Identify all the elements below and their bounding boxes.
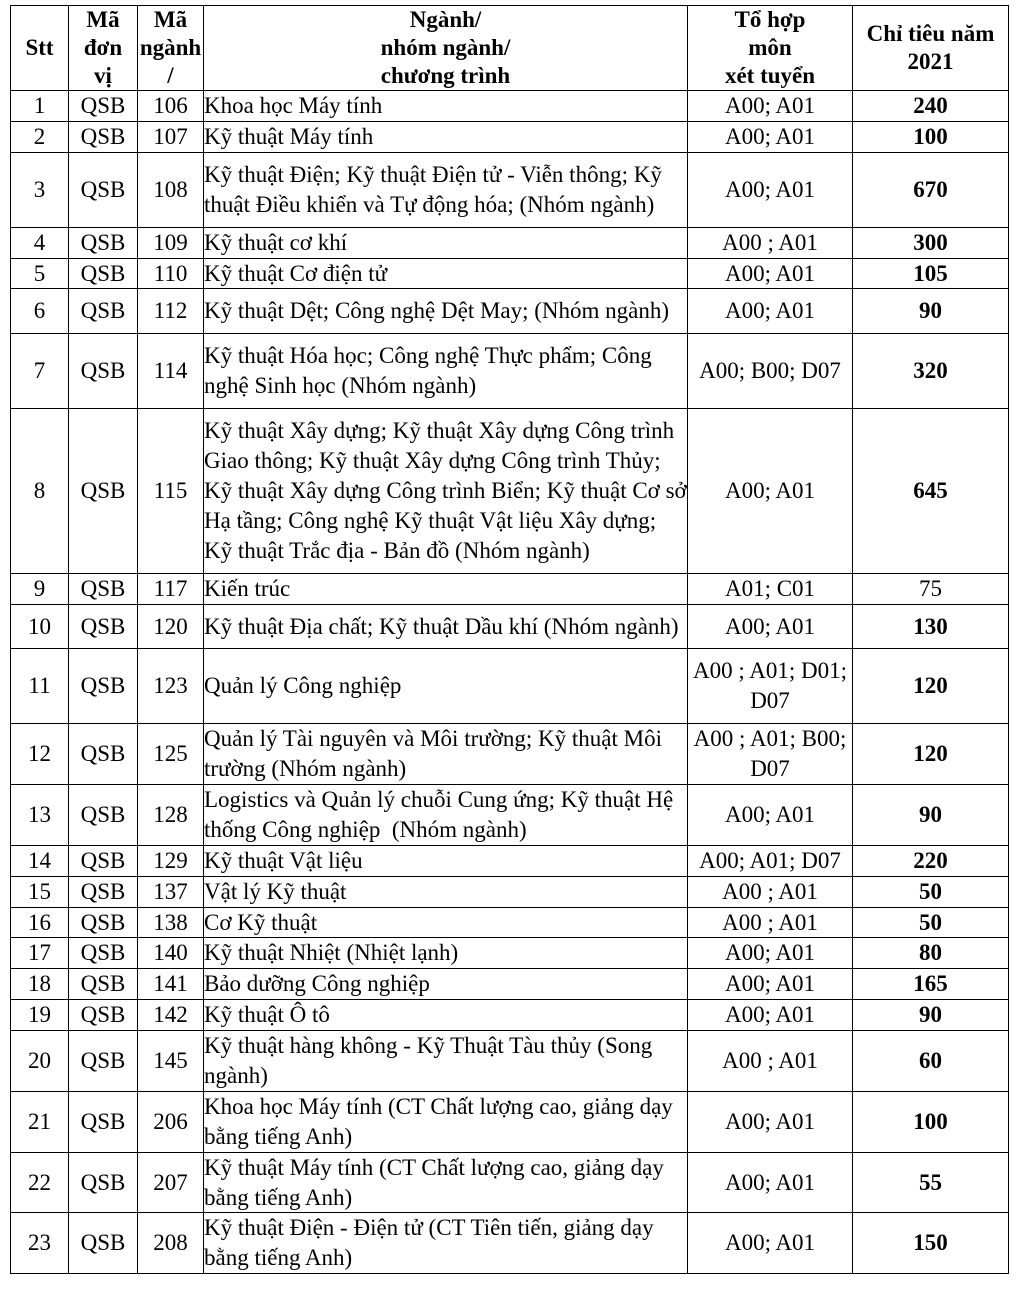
table-row: [11, 334, 1009, 409]
cell-nganh-name-line: thống Công nghiệp (Nhóm ngành): [204, 816, 527, 842]
cell-to-hop-mon-line: A00 ; A01: [722, 229, 818, 255]
cell-stt: 8: [11, 409, 69, 573]
table-row: [11, 1152, 1009, 1213]
cell-stt: 10: [11, 604, 69, 649]
cell-stt: 7: [11, 334, 69, 409]
cell-nganh-name-line: Vật lý Kỹ thuật: [204, 878, 347, 904]
table-row: [11, 969, 1009, 1000]
cell-nganh-name: [204, 1000, 688, 1031]
column-header-to_hop: [688, 6, 853, 91]
cell-nganh-name-line: Kỹ thuật Trắc địa - Bản đồ (Nhóm ngành): [204, 537, 590, 563]
cell-ma-nganh: 207: [138, 1152, 204, 1213]
cell-to-hop-mon-line: A00; A01: [724, 1169, 816, 1195]
cell-stt: 1: [11, 91, 69, 122]
cell-nganh-name-line: Kỹ thuật Ô tô: [204, 1002, 330, 1028]
cell-to-hop-mon: [688, 227, 853, 258]
cell-chi-tieu: 60: [853, 1031, 1009, 1092]
cell-nganh-name: [204, 938, 688, 969]
cell-to-hop-mon: [688, 604, 853, 649]
column-header-line: ngành: [139, 35, 202, 61]
table-row: [11, 649, 1009, 724]
column-header-chi_tieu: [853, 6, 1009, 91]
cell-chi-tieu: 240: [853, 91, 1009, 122]
cell-to-hop-mon: [688, 152, 853, 227]
cell-to-hop-mon: [688, 845, 853, 876]
cell-stt: 18: [11, 969, 69, 1000]
table-row: [11, 258, 1009, 289]
cell-nganh-name: [204, 845, 688, 876]
cell-to-hop-mon-line: A00; A01: [724, 1002, 816, 1028]
cell-chi-tieu: 645: [853, 409, 1009, 573]
cell-nganh-name-line: Bảo dưỡng Công nghiệp: [204, 971, 430, 997]
cell-nganh-name-line: Kỹ thuật Địa chất; Kỹ thuật Dầu khí (Nhóm ngành): [204, 613, 679, 639]
cell-nganh-name: [204, 1152, 688, 1213]
cell-nganh-name-line: Kỹ thuật Xây dựng Công trình Biển; Kỹ thuật Cơ sở: [204, 477, 687, 503]
cell-ma-nganh: 114: [138, 334, 204, 409]
table-row: [11, 227, 1009, 258]
cell-ma-don-vi: QSB: [69, 227, 138, 258]
cell-ma-don-vi: QSB: [69, 1213, 138, 1274]
cell-nganh-name-line: Kiến trúc: [204, 575, 291, 601]
cell-to-hop-mon: [688, 1031, 853, 1092]
cell-nganh-name-line: Khoa học Máy tính: [204, 93, 383, 119]
table-row: [11, 152, 1009, 227]
column-header-stt: [11, 6, 69, 91]
cell-to-hop-mon: [688, 289, 853, 334]
cell-ma-don-vi: QSB: [69, 573, 138, 604]
cell-to-hop-mon: [688, 784, 853, 845]
cell-nganh-name-line: thuật Điều khiển và Tự động hóa; (Nhóm ngành): [204, 191, 655, 217]
cell-ma-nganh: 140: [138, 938, 204, 969]
cell-ma-nganh: 208: [138, 1213, 204, 1274]
cell-stt: 12: [11, 724, 69, 785]
cell-ma-nganh: 106: [138, 91, 204, 122]
cell-to-hop-mon-line: A00; A01: [724, 477, 816, 503]
cell-ma-nganh: 138: [138, 907, 204, 938]
cell-nganh-name: [204, 784, 688, 845]
cell-to-hop-mon: [688, 258, 853, 289]
cell-ma-don-vi: QSB: [69, 1031, 138, 1092]
cell-ma-don-vi: QSB: [69, 604, 138, 649]
cell-to-hop-mon: [688, 724, 853, 785]
cell-chi-tieu: 90: [853, 784, 1009, 845]
cell-chi-tieu: 165: [853, 969, 1009, 1000]
table-row: [11, 1213, 1009, 1274]
table-row: [11, 938, 1009, 969]
cell-ma-don-vi: QSB: [69, 1152, 138, 1213]
cell-to-hop-mon: [688, 649, 853, 724]
cell-to-hop-mon: [688, 409, 853, 573]
table-row: [11, 724, 1009, 785]
cell-to-hop-mon-line: D07: [750, 756, 790, 782]
cell-ma-nganh: 109: [138, 227, 204, 258]
cell-to-hop-mon-line: A00; A01: [724, 176, 816, 202]
cell-to-hop-mon: [688, 1152, 853, 1213]
table-row: [11, 289, 1009, 334]
cell-stt: 21: [11, 1091, 69, 1152]
cell-nganh-name: [204, 258, 688, 289]
cell-nganh-name-line: Giao thông; Kỹ thuật Xây dựng Công trình Thủy;: [204, 448, 661, 474]
cell-chi-tieu: 150: [853, 1213, 1009, 1274]
cell-stt: 17: [11, 938, 69, 969]
column-header-line: nhóm ngành/: [380, 35, 511, 61]
cell-to-hop-mon-line: A00; A01: [724, 940, 816, 966]
cell-nganh-name-line: Kỹ thuật Điện - Điện tử (CT Tiên tiến, giảng dạy: [204, 1215, 654, 1241]
cell-nganh-name-line: Logistics và Quản lý chuỗi Cung ứng; Kỹ thuật Hệ: [204, 786, 674, 812]
cell-chi-tieu: 100: [853, 122, 1009, 153]
cell-ma-don-vi: QSB: [69, 784, 138, 845]
cell-to-hop-mon-line: A00; A01: [724, 1230, 816, 1256]
cell-nganh-name-line: Quản lý Tài nguyên và Môi trường; Kỹ thuật Môi: [204, 726, 662, 752]
column-header-line: Ngành/: [409, 7, 482, 32]
cell-stt: 13: [11, 784, 69, 845]
cell-to-hop-mon-line: A00; A01: [724, 93, 816, 119]
cell-nganh-name: [204, 876, 688, 907]
cell-chi-tieu: 80: [853, 938, 1009, 969]
cell-stt: 23: [11, 1213, 69, 1274]
cell-ma-nganh: 117: [138, 573, 204, 604]
column-header-line: Mã: [153, 7, 188, 32]
cell-ma-nganh: 137: [138, 876, 204, 907]
cell-stt: 14: [11, 845, 69, 876]
cell-to-hop-mon-line: A00 ; A01: [722, 909, 818, 935]
cell-chi-tieu: 100: [853, 1091, 1009, 1152]
column-header-ma_nganh: [138, 6, 204, 91]
table-header: [11, 6, 1009, 91]
column-header-nganh: [204, 6, 688, 91]
cell-ma-nganh: 128: [138, 784, 204, 845]
cell-chi-tieu: 90: [853, 289, 1009, 334]
cell-to-hop-mon-line: A00; A01: [724, 801, 816, 827]
cell-stt: 2: [11, 122, 69, 153]
cell-to-hop-mon-line: A00; A01: [724, 298, 816, 324]
cell-to-hop-mon: [688, 1000, 853, 1031]
cell-ma-nganh: 125: [138, 724, 204, 785]
cell-nganh-name: [204, 334, 688, 409]
cell-to-hop-mon-line: A00 ; A01; D01;: [693, 658, 847, 684]
cell-nganh-name: [204, 152, 688, 227]
cell-to-hop-mon: [688, 876, 853, 907]
cell-ma-nganh: 120: [138, 604, 204, 649]
cell-nganh-name-line: bằng tiếng Anh): [204, 1184, 353, 1210]
column-header-line: chương trình: [380, 63, 511, 89]
table-row: [11, 409, 1009, 573]
cell-ma-nganh: 110: [138, 258, 204, 289]
cell-to-hop-mon: [688, 1213, 853, 1274]
table-row: [11, 604, 1009, 649]
cell-chi-tieu: 320: [853, 334, 1009, 409]
cell-ma-don-vi: QSB: [69, 724, 138, 785]
cell-nganh-name-line: ngành): [204, 1062, 268, 1088]
cell-nganh-name: [204, 289, 688, 334]
cell-ma-nganh: 108: [138, 152, 204, 227]
cell-chi-tieu: 300: [853, 227, 1009, 258]
cell-ma-nganh: 123: [138, 649, 204, 724]
table-row: [11, 122, 1009, 153]
cell-nganh-name: [204, 907, 688, 938]
cell-chi-tieu: 120: [853, 649, 1009, 724]
cell-ma-don-vi: QSB: [69, 152, 138, 227]
cell-to-hop-mon-line: A00 ; A01; B00;: [693, 726, 847, 752]
cell-nganh-name: [204, 649, 688, 724]
column-header-line: Chỉ tiêu năm: [866, 21, 995, 47]
cell-ma-don-vi: QSB: [69, 289, 138, 334]
cell-nganh-name: [204, 91, 688, 122]
cell-to-hop-mon: [688, 969, 853, 1000]
column-header-line: vị: [94, 63, 112, 89]
cell-stt: 5: [11, 258, 69, 289]
cell-nganh-name-line: Kỹ thuật Máy tính: [204, 124, 374, 150]
cell-stt: 4: [11, 227, 69, 258]
cell-nganh-name-line: bằng tiếng Anh): [204, 1123, 353, 1149]
cell-stt: 19: [11, 1000, 69, 1031]
cell-ma-don-vi: QSB: [69, 334, 138, 409]
cell-chi-tieu: 75: [853, 573, 1009, 604]
cell-nganh-name-line: Kỹ thuật Xây dựng; Kỹ thuật Xây dựng Công trình: [204, 418, 675, 444]
cell-ma-don-vi: QSB: [69, 409, 138, 573]
cell-nganh-name-line: Kỹ thuật hàng không - Kỹ Thuật Tàu thủy (Song: [204, 1033, 653, 1059]
table-row: [11, 784, 1009, 845]
cell-to-hop-mon: [688, 573, 853, 604]
table-row: [11, 876, 1009, 907]
cell-stt: 6: [11, 289, 69, 334]
column-header-line: Mã: [86, 7, 120, 32]
cell-ma-nganh: 142: [138, 1000, 204, 1031]
cell-ma-nganh: 112: [138, 289, 204, 334]
cell-to-hop-mon: [688, 334, 853, 409]
cell-ma-nganh: 129: [138, 845, 204, 876]
cell-nganh-name: [204, 969, 688, 1000]
cell-to-hop-mon: [688, 122, 853, 153]
cell-to-hop-mon-line: A00 ; A01: [722, 878, 818, 904]
cell-nganh-name: [204, 122, 688, 153]
cell-stt: 15: [11, 876, 69, 907]
cell-to-hop-mon: [688, 1091, 853, 1152]
cell-nganh-name-line: nghệ Sinh học (Nhóm ngành): [204, 373, 477, 399]
cell-nganh-name-line: Khoa học Máy tính (CT Chất lượng cao, giảng dạy: [204, 1093, 673, 1119]
cell-ma-don-vi: QSB: [69, 876, 138, 907]
cell-chi-tieu: 90: [853, 1000, 1009, 1031]
cell-nganh-name: [204, 724, 688, 785]
cell-chi-tieu: 670: [853, 152, 1009, 227]
cell-stt: 20: [11, 1031, 69, 1092]
cell-nganh-name-line: Kỹ thuật cơ khí: [204, 229, 348, 255]
cell-chi-tieu: 130: [853, 604, 1009, 649]
cell-ma-nganh: 145: [138, 1031, 204, 1092]
cell-nganh-name-line: trường (Nhóm ngành): [204, 756, 407, 782]
table-row: [11, 1000, 1009, 1031]
cell-to-hop-mon-line: A00; A01; D07: [699, 847, 841, 873]
column-header-line: Tổ hợp: [734, 7, 806, 32]
column-header-line: 2021: [907, 49, 954, 75]
cell-ma-don-vi: QSB: [69, 907, 138, 938]
cell-nganh-name: [204, 227, 688, 258]
table-row: [11, 907, 1009, 938]
column-header-line: Stt: [25, 35, 54, 61]
cell-to-hop-mon-line: A00; B00; D07: [699, 358, 841, 384]
cell-nganh-name: [204, 1031, 688, 1092]
cell-to-hop-mon-line: A00; A01: [724, 971, 816, 997]
cell-ma-don-vi: QSB: [69, 91, 138, 122]
cell-nganh-name-line: Hạ tầng; Công nghệ Kỹ thuật Vật liệu Xây dựng;: [204, 507, 657, 533]
cell-ma-nganh: 115: [138, 409, 204, 573]
cell-ma-don-vi: QSB: [69, 122, 138, 153]
cell-nganh-name-line: bằng tiếng Anh): [204, 1245, 353, 1271]
cell-to-hop-mon-line: A00; A01: [724, 260, 816, 286]
cell-to-hop-mon-line: D07: [750, 688, 790, 714]
cell-nganh-name-line: Kỹ thuật Vật liệu: [204, 847, 363, 873]
cell-stt: 22: [11, 1152, 69, 1213]
cell-nganh-name-line: Quản lý Công nghiệp: [204, 673, 402, 699]
cell-stt: 11: [11, 649, 69, 724]
table-row: [11, 1091, 1009, 1152]
cell-stt: 16: [11, 907, 69, 938]
cell-nganh-name-line: Cơ Kỹ thuật: [204, 909, 318, 935]
table-row: [11, 1031, 1009, 1092]
cell-nganh-name: [204, 1091, 688, 1152]
cell-nganh-name-line: Kỹ thuật Điện; Kỹ thuật Điện tử - Viễn thông; Kỹ: [204, 161, 662, 187]
cell-nganh-name-line: Kỹ thuật Nhiệt (Nhiệt lạnh): [204, 940, 459, 966]
column-header-line: môn: [748, 35, 792, 61]
table-header-row: [11, 6, 1009, 91]
table-row: [11, 845, 1009, 876]
cell-nganh-name-line: Kỹ thuật Máy tính (CT Chất lượng cao, giảng dạy: [204, 1154, 664, 1180]
cell-to-hop-mon-line: A01; C01: [724, 575, 816, 601]
cell-nganh-name: [204, 604, 688, 649]
cell-nganh-name-line: Kỹ thuật Hóa học; Công nghệ Thực phẩm; Công: [204, 343, 652, 369]
cell-ma-nganh: 141: [138, 969, 204, 1000]
cell-to-hop-mon-line: A00; A01: [724, 613, 816, 639]
cell-nganh-name-line: Kỹ thuật Cơ điện tử: [204, 260, 388, 286]
cell-chi-tieu: 50: [853, 876, 1009, 907]
cell-nganh-name: [204, 409, 688, 573]
column-header-line: /: [167, 63, 174, 89]
cell-stt: 9: [11, 573, 69, 604]
cell-ma-nganh: 206: [138, 1091, 204, 1152]
table-row: [11, 573, 1009, 604]
column-header-line: đơn: [83, 35, 123, 61]
cell-to-hop-mon: [688, 907, 853, 938]
column-header-line: xét tuyển: [724, 63, 816, 89]
cell-chi-tieu: 55: [853, 1152, 1009, 1213]
cell-ma-don-vi: QSB: [69, 969, 138, 1000]
cell-nganh-name: [204, 1213, 688, 1274]
cell-ma-nganh: 107: [138, 122, 204, 153]
cell-chi-tieu: 220: [853, 845, 1009, 876]
table-row: [11, 91, 1009, 122]
cell-to-hop-mon-line: A00; A01: [724, 124, 816, 150]
cell-ma-don-vi: QSB: [69, 258, 138, 289]
column-header-ma_don_vi: [69, 6, 138, 91]
cell-to-hop-mon-line: A00; A01: [724, 1108, 816, 1134]
cell-ma-don-vi: QSB: [69, 1091, 138, 1152]
cell-ma-don-vi: QSB: [69, 845, 138, 876]
cell-chi-tieu: 50: [853, 907, 1009, 938]
cell-to-hop-mon: [688, 91, 853, 122]
cell-ma-don-vi: QSB: [69, 649, 138, 724]
cell-nganh-name: [204, 573, 688, 604]
cell-chi-tieu: 105: [853, 258, 1009, 289]
cell-ma-don-vi: QSB: [69, 1000, 138, 1031]
cell-chi-tieu: 120: [853, 724, 1009, 785]
cell-to-hop-mon: [688, 938, 853, 969]
admissions-quota-table: [10, 5, 1009, 1274]
cell-to-hop-mon-line: A00 ; A01: [722, 1048, 818, 1074]
cell-ma-don-vi: QSB: [69, 938, 138, 969]
table-body: [11, 91, 1009, 1274]
cell-stt: 3: [11, 152, 69, 227]
cell-nganh-name-line: Kỹ thuật Dệt; Công nghệ Dệt May; (Nhóm ngành): [204, 298, 670, 324]
